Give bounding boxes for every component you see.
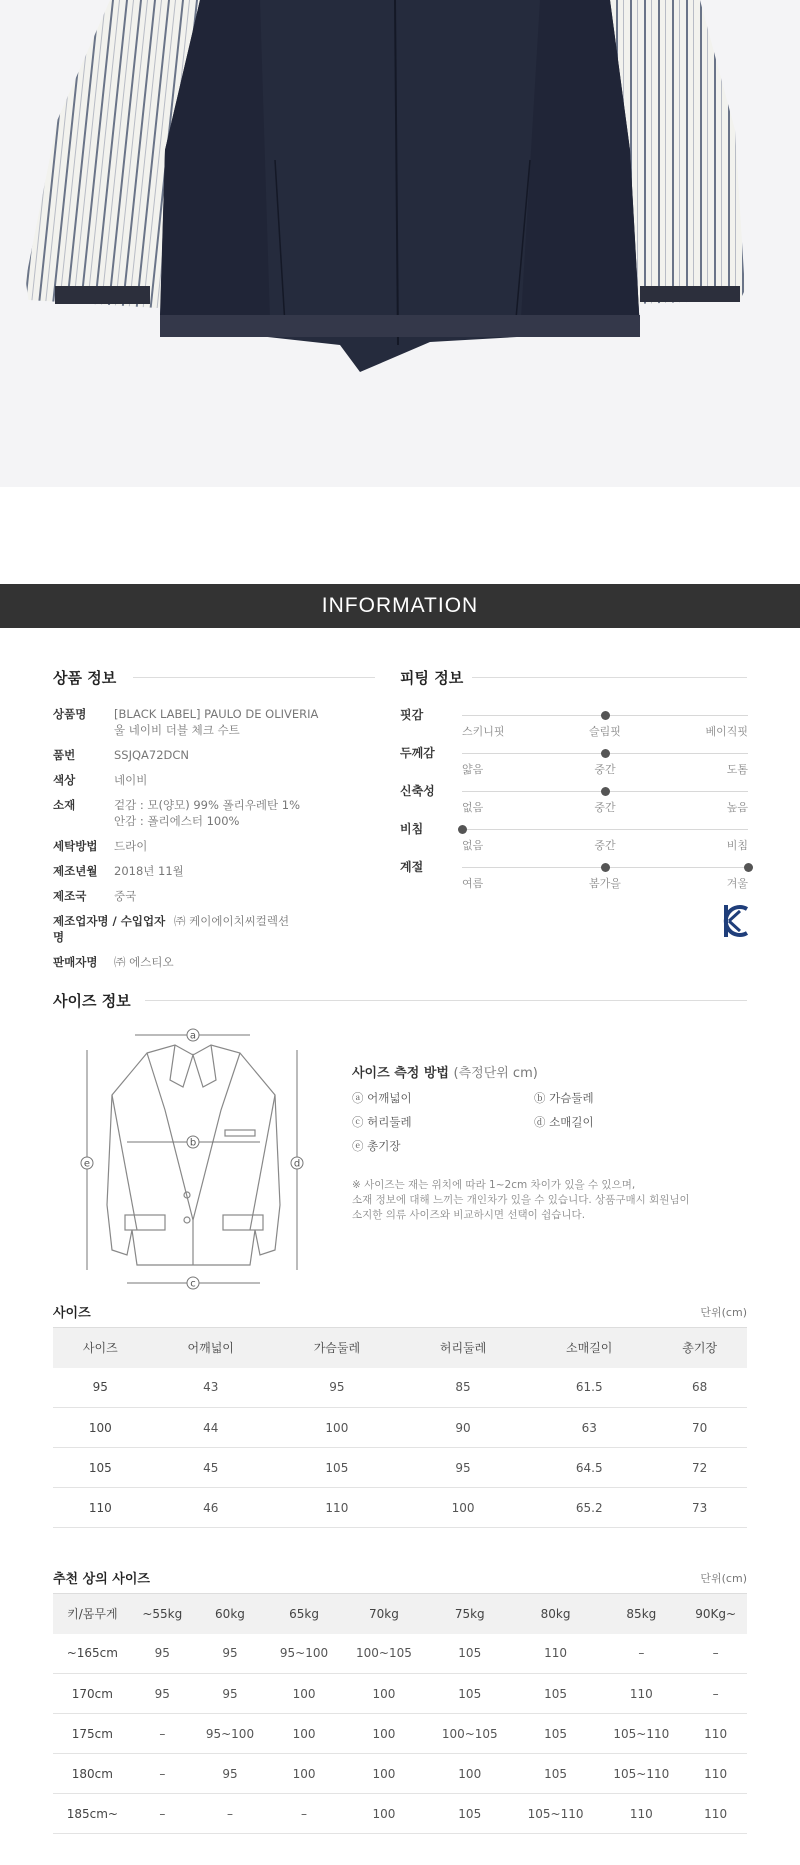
table-row — [53, 1674, 747, 1714]
product-info-label: 제조년월 — [53, 864, 98, 878]
fitting-option: 얇음 — [462, 763, 484, 776]
product-info-row — [53, 772, 383, 788]
measure-title-text: 사이즈 측정 방법 — [352, 1066, 449, 1081]
table-cell: 100~105 — [341, 1634, 427, 1674]
product-info-label: 상품명 — [53, 707, 87, 721]
table-row — [53, 1408, 747, 1448]
table-row — [53, 1794, 747, 1834]
product-info-value: 중국 — [114, 889, 137, 903]
fitting-option: 중간 — [594, 801, 616, 814]
product-info-divider — [133, 677, 375, 678]
product-info-label: 판매자명 — [53, 955, 98, 969]
product-info-label: 색상 — [53, 773, 76, 787]
information-header: INFORMATION — [0, 584, 800, 628]
product-info-value: 울 네이비 더블 체크 수트 — [114, 723, 240, 737]
table-cell: 95 — [193, 1634, 267, 1674]
table-header-cell: 소매길이 — [526, 1328, 652, 1368]
fitting-indicator-dot — [601, 749, 610, 758]
product-info-row — [53, 838, 383, 854]
table-cell: 105 — [53, 1448, 148, 1488]
table-header-cell: 총기장 — [652, 1328, 747, 1368]
fitting-option: 중간 — [594, 839, 616, 852]
table-cell: 110 — [684, 1714, 747, 1754]
table-cell: 63 — [526, 1408, 652, 1448]
fitting-row — [400, 782, 748, 820]
table-cell: 46 — [148, 1488, 274, 1528]
product-info-row — [53, 888, 383, 904]
fitting-option: 도톰 — [726, 763, 748, 776]
table-cell: 100~105 — [427, 1714, 513, 1754]
fitting-option: 스키니핏 — [462, 725, 505, 738]
product-info-value: ㈜ 케이에이치씨컬렉션 — [174, 914, 290, 928]
table-cell: 180cm — [53, 1754, 132, 1794]
table-cell: 100 — [400, 1488, 526, 1528]
fitting-option: 봄가을 — [589, 877, 621, 890]
fitting-label: 신축성 — [400, 784, 435, 798]
fitting-option: 겨울 — [726, 877, 748, 890]
fitting-option: 비침 — [726, 839, 748, 852]
table-header-cell: 85kg — [598, 1594, 684, 1634]
table-cell: 185cm~ — [53, 1794, 132, 1834]
table-cell: 105 — [427, 1794, 513, 1834]
table-header-cell: 가슴둘레 — [274, 1328, 400, 1368]
product-info-label: 제조국 — [53, 889, 87, 903]
table-row — [53, 1714, 747, 1754]
table-cell: 95 — [132, 1634, 193, 1674]
fitting-option: 없음 — [462, 839, 484, 852]
table-cell: 105~110 — [598, 1714, 684, 1754]
table-row — [53, 1754, 747, 1794]
measure-item: ⓔ 총기장 — [352, 1139, 401, 1153]
fitting-row — [400, 858, 748, 896]
table-cell: – — [598, 1634, 684, 1674]
product-info-value: 2018년 11월 — [114, 864, 184, 878]
size-note — [352, 1178, 732, 1223]
fitting-option: 높음 — [726, 801, 748, 814]
measure-unit: (측정단위 cm) — [453, 1066, 538, 1081]
table-cell: 110 — [684, 1794, 747, 1834]
table-cell: – — [193, 1794, 267, 1834]
table-cell: 105 — [274, 1448, 400, 1488]
table-cell: 105 — [513, 1674, 599, 1714]
product-info-value: SSJQA72DCN — [114, 748, 190, 762]
table-cell: 95 — [274, 1368, 400, 1408]
product-info-title: 상품 정보 — [53, 669, 117, 687]
table-cell: 95 — [193, 1674, 267, 1714]
table-cell: 95 — [53, 1368, 148, 1408]
product-info-value: [BLACK LABEL] PAULO DE OLIVERIA — [114, 707, 319, 721]
table-cell: 100 — [267, 1674, 341, 1714]
table-cell: 105 — [427, 1674, 513, 1714]
table-cell: 175cm — [53, 1714, 132, 1754]
measure-item: ⓑ 가슴둘레 — [534, 1091, 594, 1105]
table-cell: – — [267, 1794, 341, 1834]
table-cell: 100 — [274, 1408, 400, 1448]
product-info-label: 세탁방법 — [53, 839, 98, 853]
table-cell: 110 — [274, 1488, 400, 1528]
diagram-label-c: c — [190, 1278, 196, 1290]
table-row — [53, 1488, 747, 1528]
jacket-size-diagram — [75, 1025, 315, 1290]
fitting-info-title: 피팅 정보 — [400, 669, 464, 687]
table-row — [53, 1368, 747, 1408]
table-cell: 105~110 — [598, 1754, 684, 1794]
table-header-cell: 80kg — [513, 1594, 599, 1634]
fitting-indicator-dot — [601, 863, 610, 872]
table-cell: 95 — [132, 1674, 193, 1714]
product-info-row — [53, 706, 383, 738]
diagram-label-b: b — [189, 1137, 197, 1149]
table-header-cell: 사이즈 — [53, 1328, 148, 1368]
table-cell: 170cm — [53, 1674, 132, 1714]
table-cell: 45 — [148, 1448, 274, 1488]
table-cell: 64.5 — [526, 1448, 652, 1488]
fitting-label: 계절 — [400, 860, 424, 874]
fitting-indicator-dot — [601, 711, 610, 720]
recommend-table-title: 추천 상의 사이즈 — [53, 1572, 150, 1587]
diagram-label-a: a — [189, 1030, 197, 1042]
product-info-row — [53, 797, 383, 829]
fitting-indicator-dot — [744, 863, 753, 872]
recommend-size-table — [53, 1593, 747, 1834]
fitting-label: 비침 — [400, 822, 424, 836]
size-info-title: 사이즈 정보 — [53, 992, 131, 1010]
table-cell: 105 — [427, 1634, 513, 1674]
size-table-title: 사이즈 — [53, 1306, 91, 1321]
table-cell: 70 — [652, 1408, 747, 1448]
table-cell: ~165cm — [53, 1634, 132, 1674]
fitting-indicator-dot — [458, 825, 467, 834]
table-cell: 100 — [53, 1408, 148, 1448]
table-cell: 43 — [148, 1368, 274, 1408]
table-cell: 100 — [341, 1754, 427, 1794]
table-cell: 100 — [341, 1794, 427, 1834]
table-header-cell: 90Kg~ — [684, 1594, 747, 1634]
table-cell: 110 — [684, 1754, 747, 1794]
size-info-divider — [145, 1000, 747, 1001]
product-info-list — [53, 706, 383, 979]
table-row — [53, 1448, 747, 1488]
fitting-info-list — [400, 706, 748, 896]
table-cell: 95 — [400, 1448, 526, 1488]
recommend-table-unit: 단위(cm) — [700, 1572, 747, 1585]
table-cell: 95~100 — [267, 1634, 341, 1674]
size-note-line: 소재 정보에 대해 느끼는 개인차가 있을 수 있습니다. 상품구매시 회원님이 — [352, 1194, 690, 1206]
table-cell: 110 — [598, 1674, 684, 1714]
product-info-row — [53, 913, 383, 945]
size-measure-guide — [352, 1062, 732, 1223]
product-info-row — [53, 863, 383, 879]
fitting-label: 두께감 — [400, 746, 435, 760]
fitting-track — [462, 829, 748, 830]
product-info-row — [53, 954, 383, 970]
product-info-value: ㈜ 에스티오 — [114, 955, 174, 969]
table-cell: 68 — [652, 1368, 747, 1408]
table-header-cell: 65kg — [267, 1594, 341, 1634]
fitting-option: 슬림핏 — [589, 725, 621, 738]
table-cell: 61.5 — [526, 1368, 652, 1408]
table-cell: 110 — [598, 1794, 684, 1834]
fitting-label: 핏감 — [400, 708, 424, 722]
measure-item: ⓐ 어깨넓이 — [352, 1091, 412, 1105]
table-cell: – — [684, 1674, 747, 1714]
table-cell: 105 — [513, 1754, 599, 1794]
table-header-cell: 허리둘레 — [400, 1328, 526, 1368]
table-cell: 44 — [148, 1408, 274, 1448]
table-cell: 100 — [341, 1714, 427, 1754]
table-cell: 95~100 — [193, 1714, 267, 1754]
table-cell: 100 — [427, 1754, 513, 1794]
table-cell: 85 — [400, 1368, 526, 1408]
table-cell: 73 — [652, 1488, 747, 1528]
product-info-value: 네이비 — [114, 773, 148, 787]
fitting-indicator-dot — [601, 787, 610, 796]
measure-item: ⓒ 허리둘레 — [352, 1115, 412, 1129]
table-cell: 90 — [400, 1408, 526, 1448]
fitting-info-divider — [472, 677, 747, 678]
table-cell: 100 — [267, 1714, 341, 1754]
product-info-label: 품번 — [53, 748, 76, 762]
table-header-cell: 60kg — [193, 1594, 267, 1634]
table-cell: 105 — [513, 1714, 599, 1754]
table-cell: 72 — [652, 1448, 747, 1488]
size-note-line: 소지한 의류 사이즈와 비교하시면 선택이 쉽습니다. — [352, 1209, 586, 1221]
kc-certification-icon — [723, 903, 749, 939]
size-table-unit: 단위(cm) — [700, 1306, 747, 1319]
table-cell: 100 — [341, 1674, 427, 1714]
table-cell: 105~110 — [513, 1794, 599, 1834]
fitting-option: 중간 — [594, 763, 616, 776]
table-header-cell: ~55kg — [132, 1594, 193, 1634]
fitting-row — [400, 820, 748, 858]
table-header-cell: 75kg — [427, 1594, 513, 1634]
table-row — [53, 1634, 747, 1674]
fitting-row — [400, 744, 748, 782]
product-info-value: 겉감 : 모(양모) 99% 폴리우레탄 1% — [114, 798, 301, 812]
measure-title — [352, 1062, 732, 1081]
product-info-row — [53, 747, 383, 763]
table-header-cell: 70kg — [341, 1594, 427, 1634]
table-cell: 110 — [53, 1488, 148, 1528]
table-cell: – — [132, 1754, 193, 1794]
table-cell: 100 — [267, 1754, 341, 1794]
fitting-option: 없음 — [462, 801, 484, 814]
product-info-label: 제조업자명 / 수입업자명 — [53, 914, 166, 944]
fitting-row — [400, 706, 748, 744]
fitting-option: 여름 — [462, 877, 484, 890]
table-header-cell: 어깨넓이 — [148, 1328, 274, 1368]
product-photo — [0, 0, 800, 487]
measure-item: ⓓ 소매길이 — [534, 1115, 594, 1129]
product-info-value: 드라이 — [114, 839, 148, 853]
table-cell: – — [684, 1634, 747, 1674]
diagram-label-e: e — [83, 1158, 91, 1170]
table-cell: – — [132, 1794, 193, 1834]
fitting-option: 베이직핏 — [705, 725, 748, 738]
size-note-line: ※ 사이즈는 재는 위치에 따라 1~2cm 차이가 있을 수 있으며, — [352, 1179, 636, 1191]
table-cell: 110 — [513, 1634, 599, 1674]
table-cell: 65.2 — [526, 1488, 652, 1528]
product-info-value: 안감 : 폴리에스터 100% — [114, 814, 240, 828]
table-header-cell: 키/몸무게 — [53, 1594, 132, 1634]
product-info-label: 소재 — [53, 798, 76, 812]
table-cell: 95 — [193, 1754, 267, 1794]
table-cell: – — [132, 1714, 193, 1754]
size-table — [53, 1327, 747, 1528]
diagram-label-d: d — [293, 1158, 301, 1170]
